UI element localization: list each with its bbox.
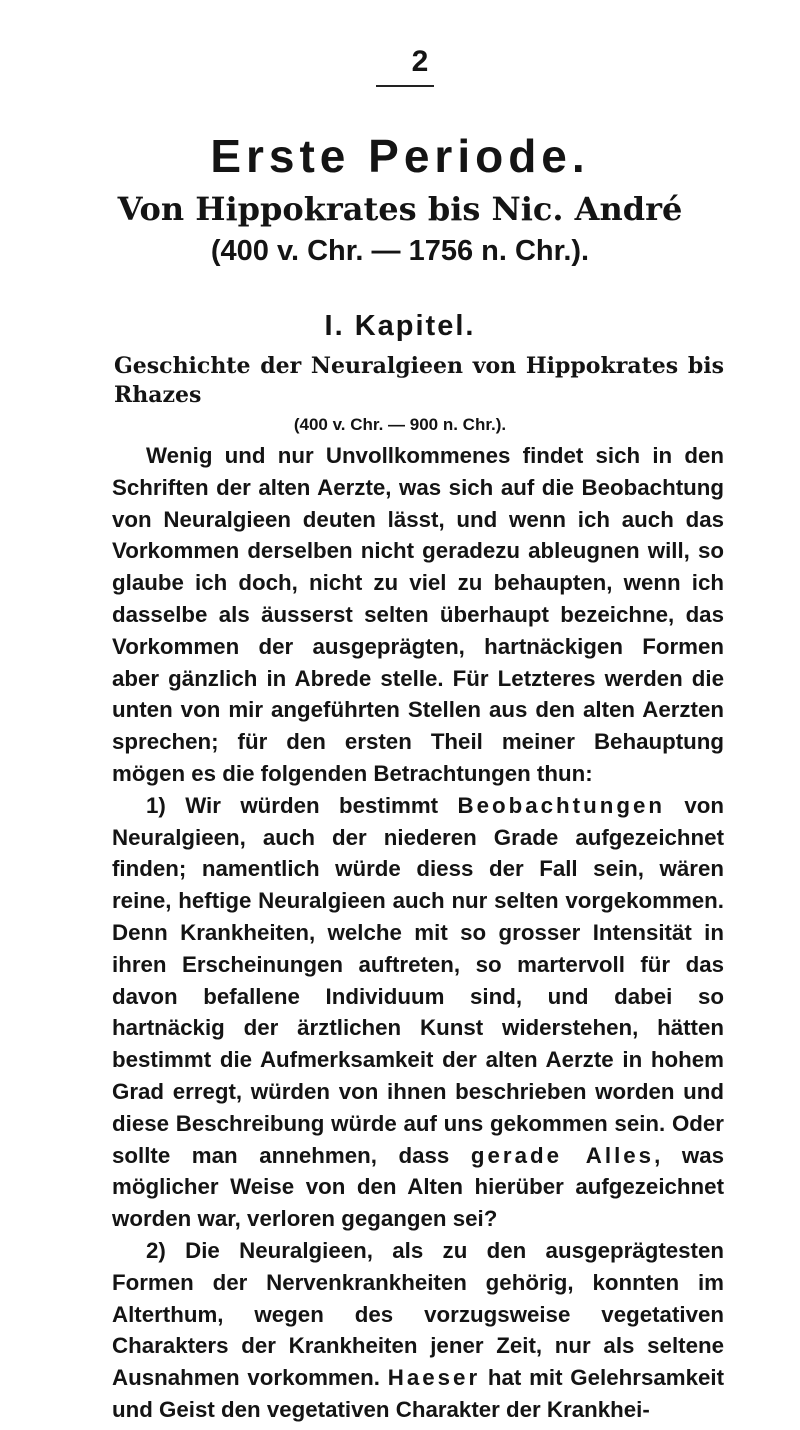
page-number: 2	[411, 45, 429, 78]
paragraph-point-2-start: 2) Die Neuralgieen, als zu den ausgeprägtesten Formen der Nervenkrankheiten gehörig, konnten im Alterthum, wegen des vorzugsweise vegetativen Charakters der Krankheiten jener Zeit, nur als seltene Ausnahmen vorkommen.	[112, 1237, 724, 1391]
emphasis-beobachtungen: Beobachtungen	[457, 792, 665, 818]
paragraph-point-2-end: hat mit Gelehrsamkeit und Geist den vegetativen Charakter der Krankhei-	[112, 1365, 724, 1422]
paragraph-point-1	[112, 790, 724, 1235]
paragraph-intro: Wenig und nur Unvollkommenes findet sich in den Schriften der alten Aerzte, was sich auf die Beobachtung von Neuralgieen deuten lässt, und wenn ich auch das Vorkommen derselben nicht geradezu ableugnen will, so glaube ich doch, nicht zu viel zu behaupten, wenn ich dasselbe als äusserst selten überhaupt bezeichne, das Vorkommen der ausgeprägten, hartnäckigen Formen aber gänzlich in Abrede stelle. Für Letzteres werden die unten von mir angeführten Stellen aus den alten Aerzten sprechen; für den ersten Theil meiner Behauptung mögen es die folgenden Betrachtungen thun:	[112, 443, 724, 786]
paragraph-point-1-end: , was möglicher Weise von den Alten hierüber aufgezeichnet worden war, verloren gegangen sei?	[112, 1142, 724, 1232]
emphasis-gerade-alles: gerade Alles	[470, 1142, 655, 1168]
chapter-dates: (400 v. Chr. — 900 n. Chr.).	[293, 415, 507, 434]
paragraph-point-1-start: 1) Wir würden bestimmt	[146, 792, 458, 818]
chapter-title: Geschichte der Neuralgieen von Hippokrates bis Rhazes	[114, 353, 724, 408]
page-number-rule	[376, 85, 434, 87]
body-text	[112, 440, 724, 1426]
emphasis-haeser: Haeser	[387, 1365, 481, 1391]
period-dates: (400 v. Chr. — 1756 n. Chr.).	[210, 235, 590, 267]
paragraph-point-2	[112, 1235, 724, 1426]
period-title: Erste Periode.	[210, 130, 590, 182]
chapter-heading: I. Kapitel.	[324, 310, 476, 342]
paragraph-point-1-middle: von Neuralgieen, auch der niederen Grade aufgezeichnet finden; namentlich würde diess der Fall sein, wären reine, heftige Neuralgieen auch nur selten vorgekommen. Denn Krankheiten, welche mit so grosser Intensität in ihren Erscheinungen auftreten, so martervoll für das davon befallene Individuum sind, und dabei so hartnäckig der ärztlichen Kunst widerstehen, hätten bestimmt die Aufmerksamkeit der alten Aerzte in hohem Grad erregt, würden von ihnen beschrieben worden und diese Beschreibung würde auf uns gekommen sein. Oder sollte man annehmen, dass	[112, 792, 724, 1168]
period-subtitle: Von Hippokrates bis Nic. André	[117, 190, 683, 228]
